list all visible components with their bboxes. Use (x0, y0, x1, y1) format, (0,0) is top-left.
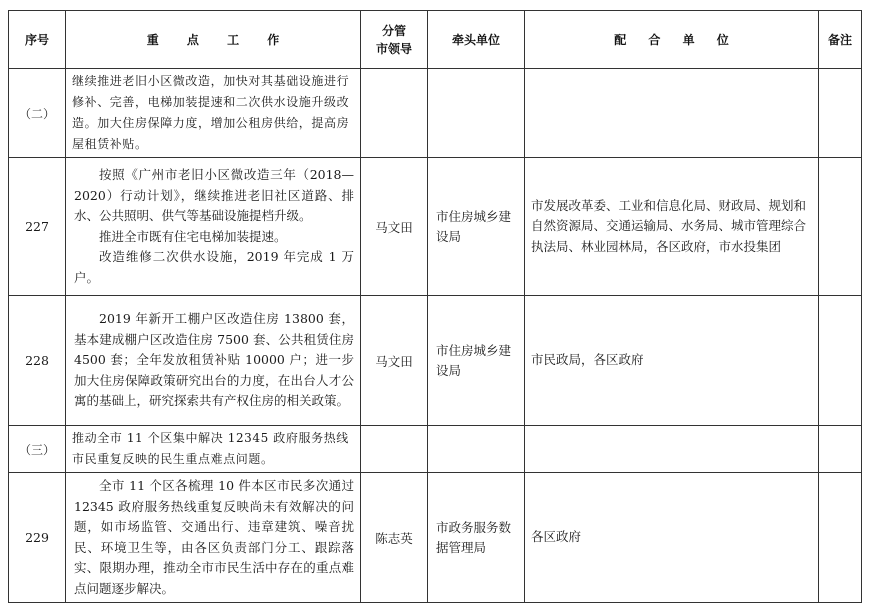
row-work-paragraph: 推进全市既有住宅电梯加装提速。 (99, 228, 287, 244)
row-work-paragraph: 全市 11 个区各梳理 10 件本区市民多次通过 12345 政府服务热线重复反映尚未有效解决的问题，如市场监管、交通出行、违章建筑、噪音扰民、环境卫生等，由各区负责部门分工、跟踪落实、限期办理，推动全市市民生活中存在的重点难点问题逐步解决。 (74, 478, 354, 596)
row-coop-units: 市民政局，各区政府 (525, 296, 819, 426)
row-lead-unit (428, 69, 525, 158)
header-lead-unit: 牵头单位 (428, 11, 525, 69)
row-lead-unit: 市政务服务数据管理局 (428, 473, 525, 603)
row-work (66, 296, 361, 426)
row-work-paragraph: 2019 年新开工棚户区改造住房 13800 套，基本建成棚户区改造住房 7500 套、公共租赁住房 4500 套；全年发放租赁补贴 10000 户；进一步加大住房保障政策研究出台的力度，在出台人才公寓的基础上，研究探索共有产权住房的相关政策。 (74, 311, 354, 409)
row-coop-units: 市发展改革委、工业和信息化局、财政局、规划和自然资源局、交通运输局、水务局、城市管理综合执法局、林业园林局，各区政府，市水投集团 (525, 158, 819, 296)
row-note (819, 426, 862, 473)
table-row (9, 426, 862, 473)
row-lead-unit: 市住房城乡建设局 (428, 158, 525, 296)
row-note (819, 296, 862, 426)
work-plan-sheet (8, 10, 861, 603)
table-row (9, 158, 862, 296)
table-header-row (9, 11, 862, 69)
table-row (9, 296, 862, 426)
row-note (819, 473, 862, 603)
row-seq: 227 (9, 158, 66, 296)
row-work: 推动全市 11 个区集中解决 12345 政府服务热线市民重复反映的民生重点难点问题。 (66, 426, 361, 473)
row-seq: 229 (9, 473, 66, 603)
header-key-work: 重 点 工 作 (66, 11, 361, 69)
row-coop-units: 各区政府 (525, 473, 819, 603)
header-leader: 分管 市领导 (361, 11, 428, 69)
row-leader (361, 426, 428, 473)
row-work-paragraph: 改造维修二次供水设施，2019 年完成 1 万户。 (74, 249, 354, 285)
row-lead-unit: 市住房城乡建设局 (428, 296, 525, 426)
row-work-paragraph: 按照《广州市老旧小区微改造三年（2018—2020）行动计划》，继续推进老旧社区道路、排水、公共照明、供气等基础设施提档升级。 (74, 167, 354, 223)
row-note (819, 69, 862, 158)
table-row (9, 69, 862, 158)
row-seq: 228 (9, 296, 66, 426)
row-coop-units (525, 69, 819, 158)
header-coop-units: 配 合 单 位 (525, 11, 819, 69)
row-lead-unit (428, 426, 525, 473)
row-work: 继续推进老旧小区微改造，加快对其基础设施进行修补、完善，电梯加装提速和二次供水设施升级改造。加大住房保障力度，增加公租房供给，提高房屋租赁补贴。 (66, 69, 361, 158)
row-work (66, 158, 361, 296)
row-leader: 马文田 (361, 158, 428, 296)
row-seq: （三） (9, 426, 66, 473)
row-seq: （二） (9, 69, 66, 158)
row-leader: 马文田 (361, 296, 428, 426)
row-leader (361, 69, 428, 158)
row-work (66, 473, 361, 603)
row-note (819, 158, 862, 296)
row-coop-units (525, 426, 819, 473)
header-note: 备注 (819, 11, 862, 69)
table-row (9, 473, 862, 603)
work-plan-table (8, 10, 862, 603)
row-leader: 陈志英 (361, 473, 428, 603)
header-seq: 序号 (9, 11, 66, 69)
